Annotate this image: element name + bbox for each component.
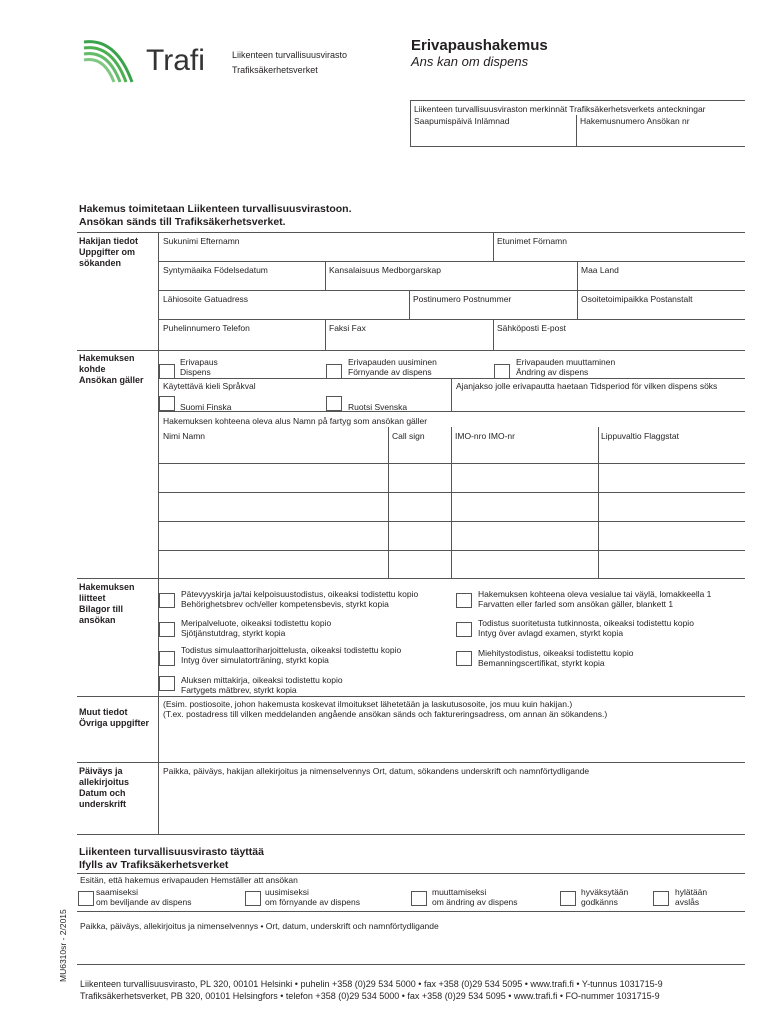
logo-text: Trafi xyxy=(146,44,205,77)
office-approve-checkbox[interactable] xyxy=(560,891,576,906)
finnish-label: Suomi Finska xyxy=(180,402,232,412)
swedish-checkbox[interactable] xyxy=(326,396,342,411)
form-code: MU6310sr - 2/2015 xyxy=(58,909,68,982)
target-section-label: Hakemuksen kohde Ansökan gäller xyxy=(79,353,144,385)
renewal-checkbox[interactable] xyxy=(326,364,342,379)
birthdate-field[interactable]: Syntymäaika Födelsedatum xyxy=(163,265,268,275)
other-section-label: Muut tiedot Övriga uppgifter xyxy=(79,707,150,728)
office-signature-field[interactable]: Paikka, päiväys, allekirjoitus ja nimenselvennys • Ort, datum, underskrift och namnförtydligande xyxy=(80,921,439,931)
finnish-checkbox[interactable] xyxy=(159,396,175,411)
attachment-6-checkbox[interactable] xyxy=(456,651,472,666)
office-marks-title: Liikenteen turvallisuusviraston merkinnät Trafiksäkerhetsverkets anteckningar xyxy=(414,104,706,114)
phone-field[interactable]: Puhelinnumero Telefon xyxy=(163,323,250,333)
applicant-section-label: Hakijan tiedot Uppgifter om sökanden xyxy=(79,236,139,268)
office-renew-checkbox[interactable] xyxy=(245,891,261,906)
col-name-header: Nimi Namn xyxy=(163,431,206,441)
office-use-title-fi: Liikenteen turvallisuusvirasto täyttää xyxy=(79,846,264,858)
attachment-5-checkbox[interactable] xyxy=(159,651,175,666)
address-field[interactable]: Lähiosoite Gatuadress xyxy=(163,294,249,304)
language-caption: Käytettävä kieli Språkval xyxy=(163,381,256,391)
attachment-7-label: Aluksen mittakirja, oikeaksi todistettu kopio Fartygets mätbrev, styrkt kopia xyxy=(181,675,343,695)
attachment-2-checkbox[interactable] xyxy=(456,593,472,608)
ship-row[interactable] xyxy=(158,492,745,521)
attachment-2-label: Hakemuksen kohteena oleva vesialue tai väylä, lomakkeella 1 Farvatten eller farled som ansökan gäller, blankett 1 xyxy=(478,589,712,609)
intro-line-sv: Ansökan sänds till Trafiksäkerhetsverket. xyxy=(79,216,286,228)
office-reject-checkbox[interactable] xyxy=(653,891,669,906)
attachment-1-checkbox[interactable] xyxy=(159,593,175,608)
attachment-3-label: Meripalveluote, oikeaksi todistettu kopio Sjötjänstutdrag, styrkt kopia xyxy=(181,618,332,638)
col-imo-header: IMO-nro IMO-nr xyxy=(455,431,515,441)
attachments-section-label: Hakemuksen liitteet Bilagor till ansökan xyxy=(79,582,135,625)
dispens-label: Erivapaus Dispens xyxy=(180,357,218,377)
attachment-4-label: Todistus suoritetusta tutkinnosta, oikeaksi todistettu kopio Intyg över avlagd examen, styrkt kopia xyxy=(478,618,694,638)
change-checkbox[interactable] xyxy=(494,364,510,379)
office-renew-label: uusimiseksi om förnyande av dispens xyxy=(265,887,360,907)
period-field[interactable]: Ajanjakso jolle erivapautta haetaan Tidsperiod för vilken dispens söks xyxy=(456,381,718,391)
office-use-title-sv: Ifylls av Trafiksäkerhetsverket xyxy=(79,859,229,871)
attachment-7-checkbox[interactable] xyxy=(159,676,175,691)
application-number-field[interactable]: Hakemusnumero Ansökan nr xyxy=(580,116,690,126)
fax-field[interactable]: Faksi Fax xyxy=(329,323,366,333)
intro-line-fi: Hakemus toimitetaan Liikenteen turvallisuusvirastoon. xyxy=(79,203,352,215)
ships-caption: Hakemuksen kohteena oleva alus Namn på fartyg som ansökan gäller xyxy=(163,416,428,426)
received-date-field[interactable]: Saapumispäivä Inlämnad xyxy=(414,116,510,126)
email-field[interactable]: Sähköposti E-post xyxy=(497,323,566,333)
renewal-label: Erivapauden uusiminen Förnyande av dispens xyxy=(348,357,437,377)
office-change-label: muuttamiseksi om ändring av dispens xyxy=(432,887,518,907)
office-change-checkbox[interactable] xyxy=(411,891,427,906)
office-reject-label: hylätään avslås xyxy=(675,887,708,907)
postoffice-field[interactable]: Osoitetoimipaikka Postanstalt xyxy=(581,294,693,304)
footer-line-sv: Trafiksäkerhetsverket, PB 320, 00101 Helsingfors • telefon +358 (0)29 534 5000 • fax +358 (0)29 534 5095 • www.trafi.fi • FO-nummer 1031715-9 xyxy=(80,991,660,1001)
form-title: Erivapaushakemus xyxy=(411,37,548,54)
office-use-caption: Esitän, että hakemus erivapauden Hemställer att ansökan xyxy=(80,875,298,885)
change-label: Erivapauden muuttaminen Ändring av dispens xyxy=(516,357,616,377)
form-subtitle: Ans kan om dispens xyxy=(411,54,529,69)
dispens-checkbox[interactable] xyxy=(159,364,175,379)
agency-name-sv: Trafiksäkerhetsverket xyxy=(232,65,318,75)
nationality-field[interactable]: Kansalaisuus Medborgarskap xyxy=(329,265,441,275)
country-field[interactable]: Maa Land xyxy=(581,265,619,275)
footer-line-fi: Liikenteen turvallisuusvirasto, PL 320, 00101 Helsinki • puhelin +358 (0)29 534 5000 • fax +358 (0)29 534 5095 • www.trafi.fi • Y-tunnus 1031715-9 xyxy=(80,979,663,989)
attachment-3-checkbox[interactable] xyxy=(159,622,175,637)
signature-section-label: Päiväys ja allekirjoitus Datum och underskrift xyxy=(79,766,130,809)
office-approve-label: hyväksytään godkänns xyxy=(581,887,629,907)
other-info-field[interactable]: (Esim. postiosoite, johon hakemusta koskevat ilmoitukset lähetetään ja laskutusosoite, jos muu kuin hakijan.) (T.ex. postadress till vilken meddelanden angående ansökan sänds och faktureringsadress, om annan än sökandens.) xyxy=(163,699,608,719)
swedish-label: Ruotsi Svenska xyxy=(348,402,408,412)
attachment-6-label: Miehitystodistus, oikeaksi todistettu kopio Bemanningscertifikat, styrkt kopia xyxy=(478,648,634,668)
ship-row[interactable] xyxy=(158,463,745,492)
attachment-5-label: Todistus simulaattoriharjoittelusta, oikeaksi todistettu kopio Intyg över simulatorträning, styrkt kopia xyxy=(181,645,402,665)
trafi-logo-mark xyxy=(82,36,142,88)
agency-name-fi: Liikenteen turvallisuusvirasto xyxy=(232,50,348,60)
signature-field[interactable]: Paikka, päiväys, hakijan allekirjoitus ja nimenselvennys Ort, datum, sökandens underskrift och namnförtydligande xyxy=(163,766,590,776)
postcode-field[interactable]: Postinumero Postnummer xyxy=(413,294,512,304)
surname-field[interactable]: Sukunimi Efternamn xyxy=(163,236,240,246)
firstnames-field[interactable]: Etunimet Förnamn xyxy=(497,236,567,246)
attachment-4-checkbox[interactable] xyxy=(456,622,472,637)
col-flag-header: Lippuvaltio Flaggstat xyxy=(601,431,679,441)
office-grant-label: saamiseksi om beviljande av dispens xyxy=(96,887,192,907)
ship-row[interactable] xyxy=(158,521,745,550)
office-grant-checkbox[interactable] xyxy=(78,891,94,906)
col-callsign-header: Call sign xyxy=(392,431,425,441)
attachment-1-label: Pätevyyskirja ja/tai kelpoisuustodistus, oikeaksi todistettu kopio Behörighetsbrev och/eller kompetensbevis, styrkt kopia xyxy=(181,589,419,609)
ship-row[interactable] xyxy=(158,550,745,578)
